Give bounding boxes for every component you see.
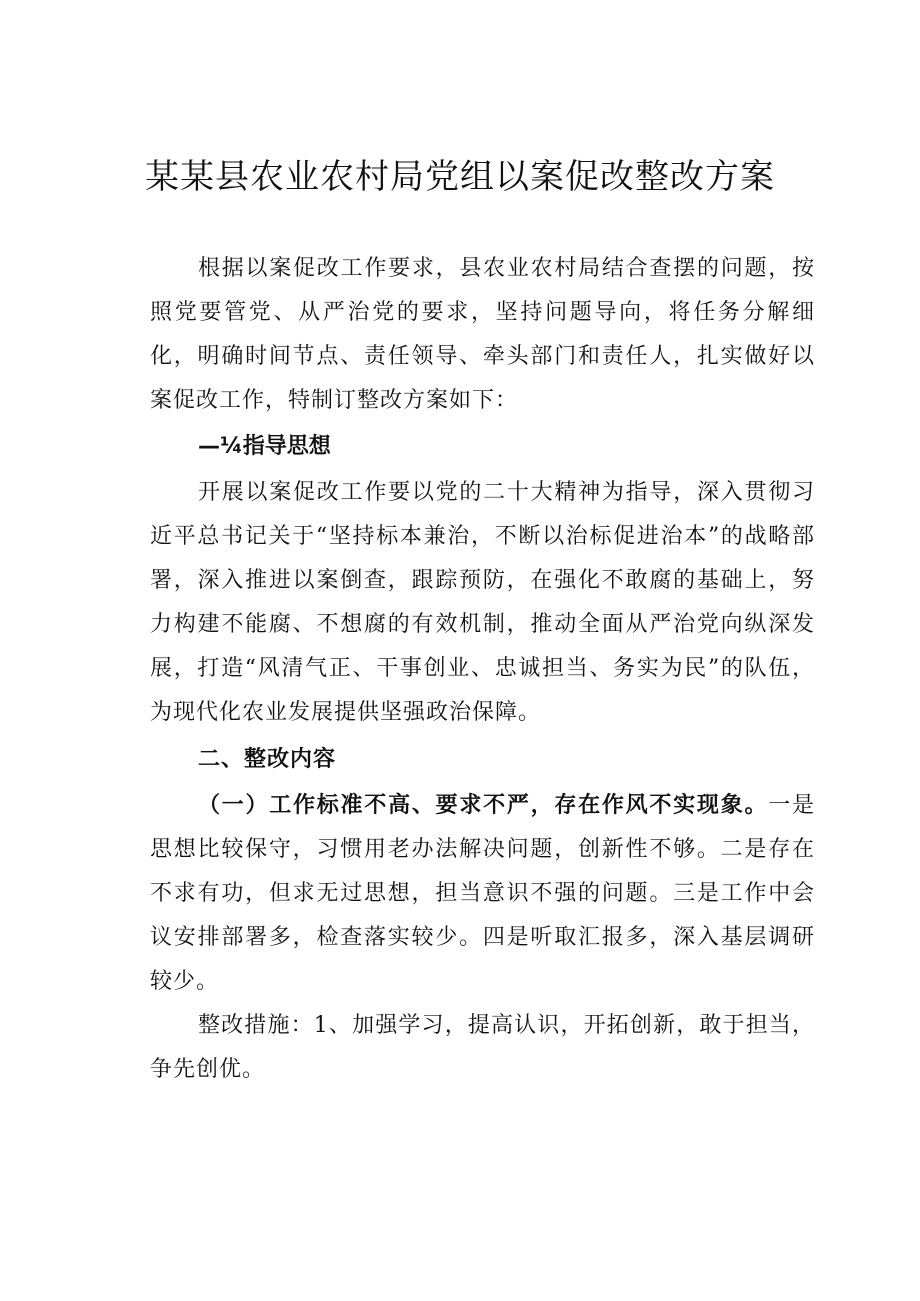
measures-paragraph: 整改措施：1、加强学习，提高认识，开拓创新，敢于担当，争先创优。 [150,1013,815,1082]
intro-paragraph: 根据以案促改工作要求，县农业农村局结合查摆的问题，按照党要管党、从严治党的要求，坚持问题导向，将任务分解细化，明确时间节点、责任领导、牵头部门和责任人，扎实做好以案促改工作，特制订整改方案如下： [150,256,815,413]
guiding-thought-paragraph: 开展以案促改工作要以党的二十大精神为指导，深入贯彻习近平总书记关于“坚持标本兼治，不断以治标促进治本”的战略部署，深入推进以案倒查，跟踪预防，在强化不敢腐的基础上，努力构建不能腐、不想腐的有效机制，推动全面从严治党向纵深发展，打造“风清气正、干事创业、忠诚担当、务实为民”的队伍，为现代化农业发展提供坚强政治保障。 [150,480,815,725]
document-title: 某某县农业农村局党组以案促改整改方案 [145,157,775,197]
section-heading-guiding-thought: —¼指导思想 [198,434,331,459]
section-heading-rectification-content: 二、整改内容 [198,746,337,772]
rectification-item-lead: （一）工作标准不高、要求不严，存在作风不实现象。 [198,792,769,818]
rectification-item-text: 一是思想比较保守，习惯用老办法解决问题，创新性不够。二是存在不求有功，但求无过思想，担当意识不强的问题。三是工作中会议安排部署多，检查落实较少。四是听取汇报多，深入基层调研较少。 [150,793,815,994]
document-body [150,247,815,1092]
rectification-item-paragraph [150,783,815,1004]
